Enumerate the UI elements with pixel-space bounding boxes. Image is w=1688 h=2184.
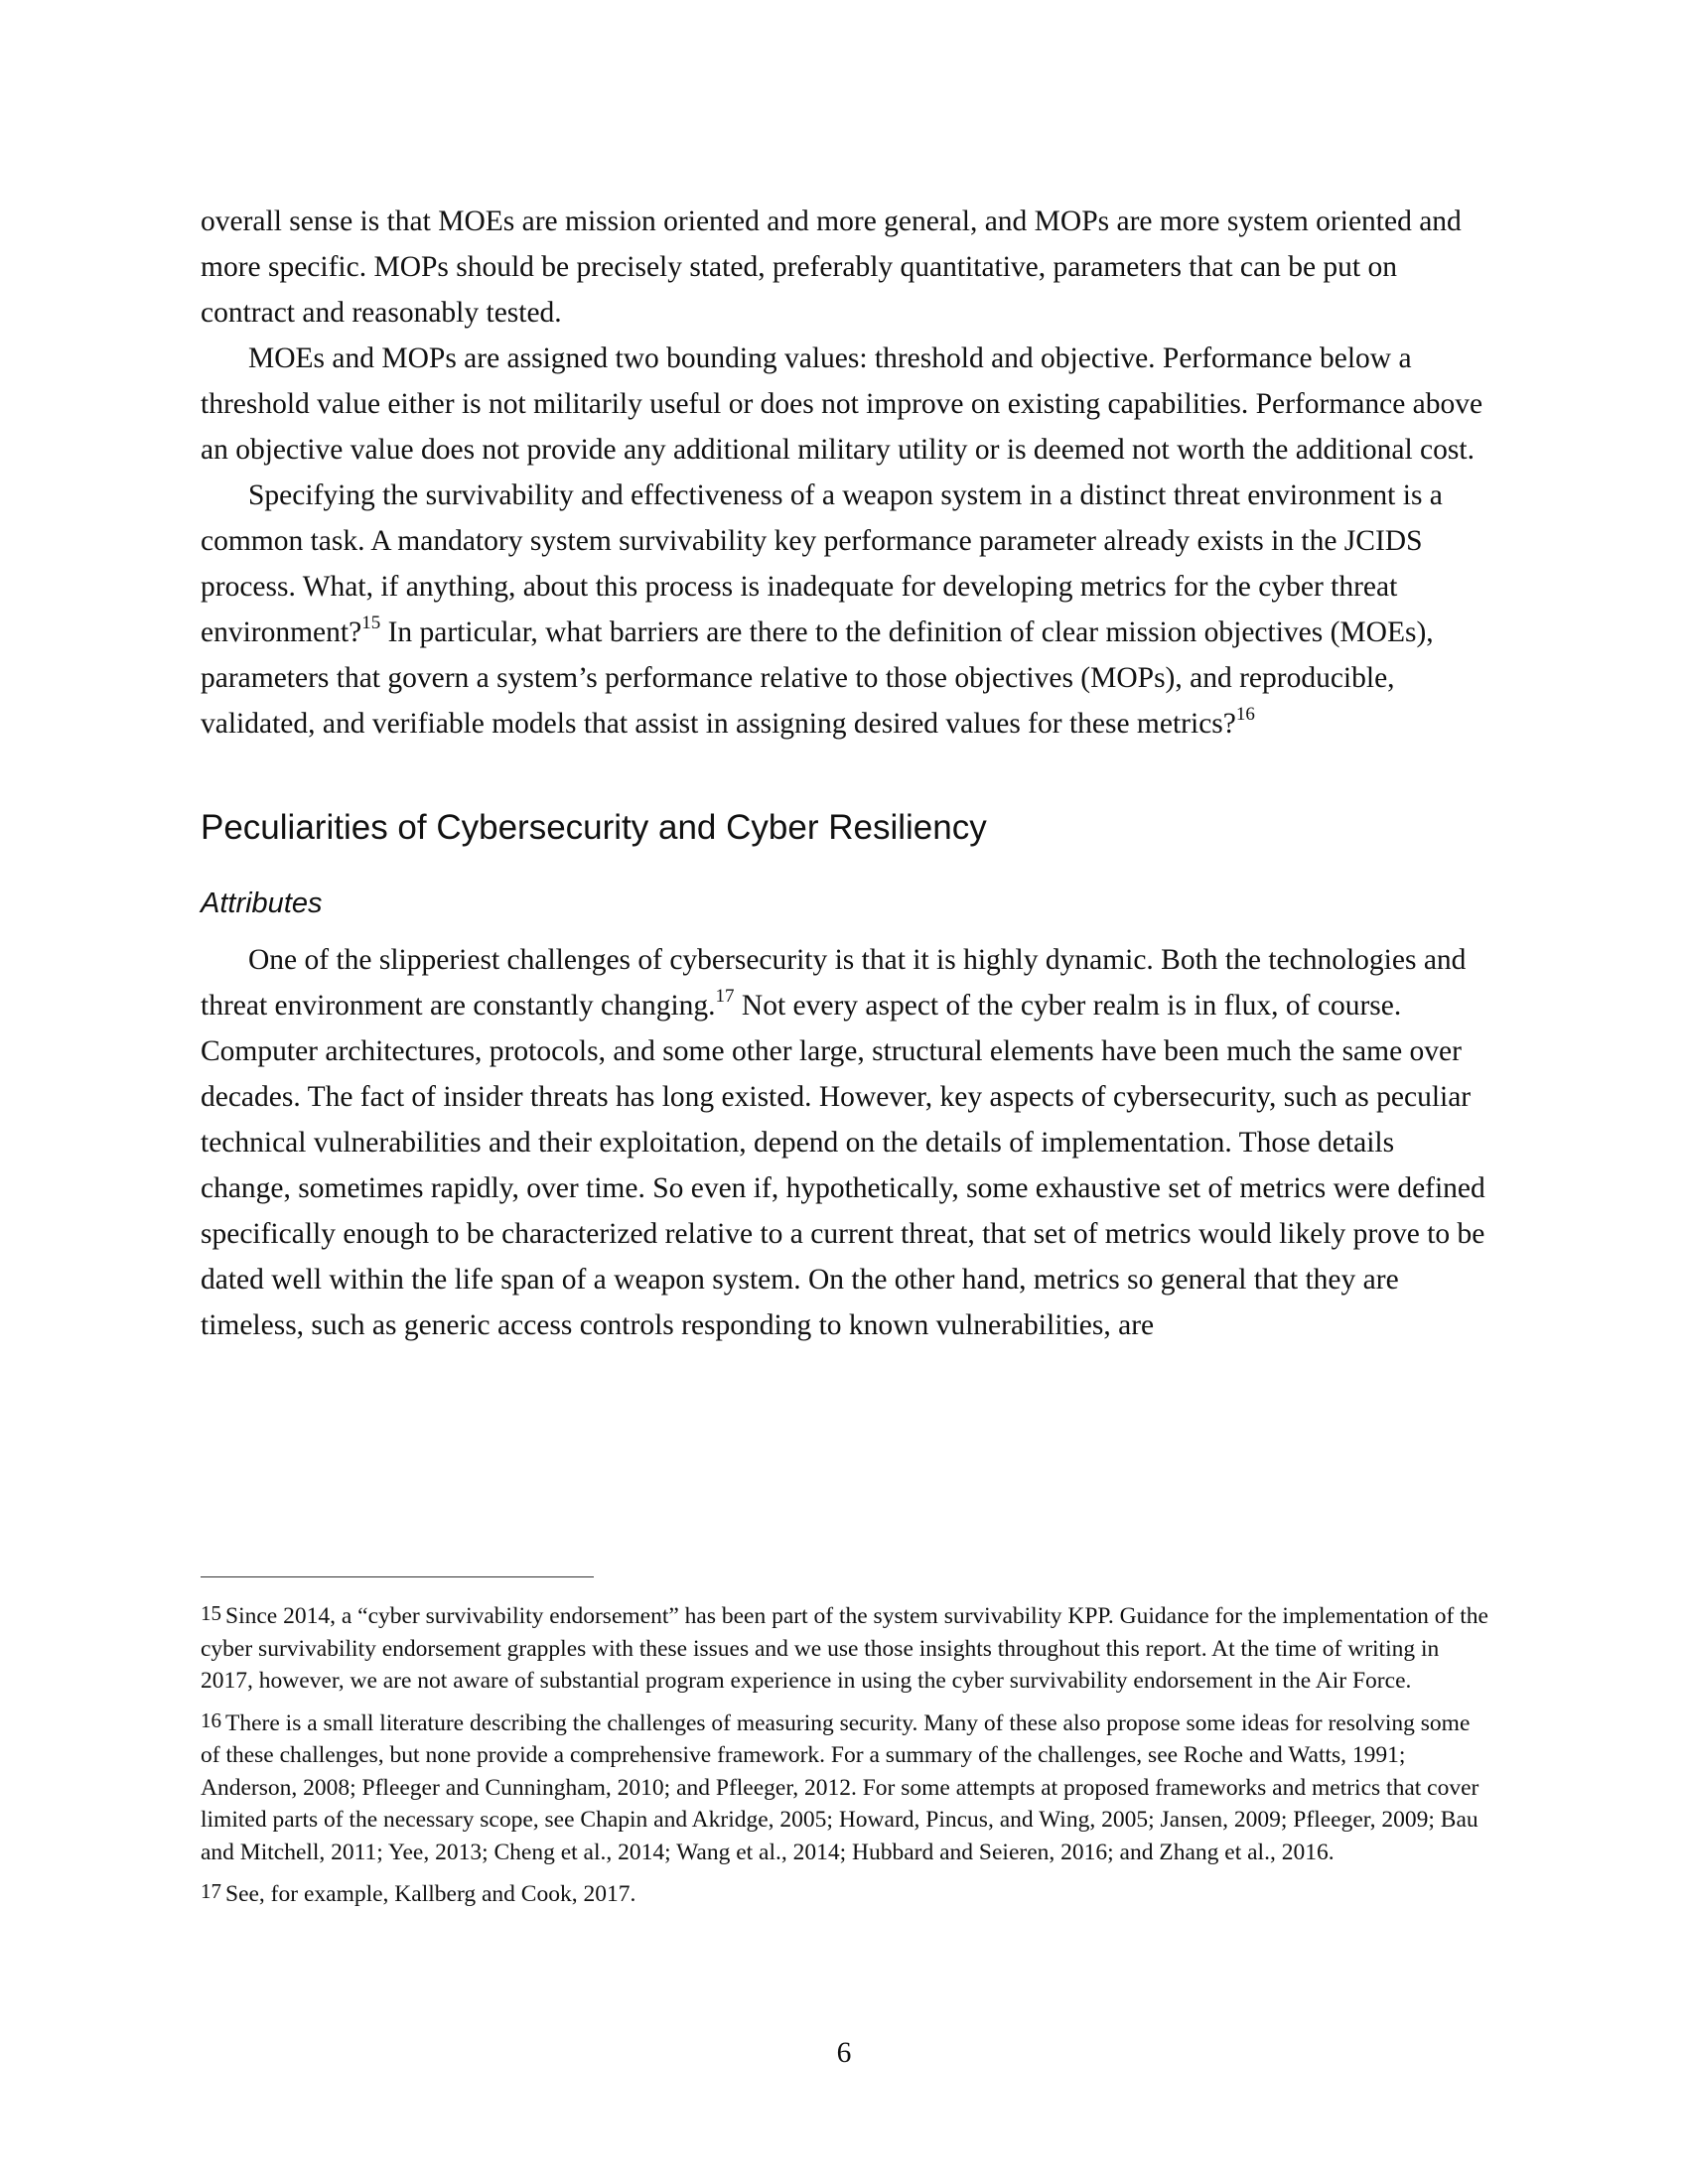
footnote-text: There is a small literature describing the challenges of measuring security. Many of these also propose some ideas for resolving some of these challenges, but none provide a comprehensive framework. For a summary of the challenges, see Roche and Watts, 1991; Anderson, 2008; Pfleeger and Cunningham, 2010; and Pfleeger, 2012. For some attempts at proposed frameworks and metrics that cover limited parts of the necessary scope, see Chapin and Akridge, 2005; Howard, Pincus, and Wing, 2005; Jansen, 2009; Pfleeger, 2009; Bau and Mitchell, 2011; Yee, 2013; Cheng et al., 2014; Wang et al., 2014; Hubbard and Seieren, 2016; and Zhang et al., 2016. — [201, 1709, 1479, 1865]
paragraph-attributes — [201, 937, 1491, 1348]
page-content — [201, 199, 1491, 1348]
footnote-16 — [201, 1707, 1491, 1869]
footnote-number: 17 — [201, 1879, 221, 1903]
subsection-heading: Attributes — [201, 887, 323, 919]
body-text — [201, 199, 1491, 747]
paragraph-survivability — [201, 473, 1491, 747]
footnote-ref-16[interactable]: 16 — [1235, 704, 1255, 726]
paragraph-attributes-part-1: One of the slipperiest challenges of cybersecurity is that it is highly dynamic. Both the technologies and threat environment are constantly changing. — [201, 944, 1467, 1022]
paragraph-attributes-part-2: Not every aspect of the cyber realm is in flux, of course. Computer architectures, protocols, and some other large, structural elements have been much the same over decades. The fact of insider threats has long existed. However, key aspects of cybersecurity, such as peculiar technical vulnerabilities and their exploitation, depend on the details of implementation. Those details change, sometimes rapidly, over time. So even if, hypothetically, some exhaustive set of metrics were defined specifically enough to be characterized relative to a current threat, that set of metrics would likely prove to be dated well within the life span of a weapon system. On the other hand, metrics so general that they are timeless, such as generic access controls responding to known vulnerabilities, are — [201, 990, 1485, 1341]
footnote-ref-15[interactable]: 15 — [361, 613, 381, 634]
footnote-number: 15 — [201, 1601, 221, 1625]
footnote-text: Since 2014, a “cyber survivability endorsement” has been part of the system survivability KPP. Guidance for the implementation of the cyber survivability endorsement grapples with these issues and we use those insights throughout this report. At the time of writing in 2017, however, we are not aware of substantial program experience in using the cyber survivability endorsement in the Air Force. — [201, 1603, 1488, 1694]
page-number: 6 — [836, 2037, 852, 2069]
paragraph-moe-mop-overview: overall sense is that MOEs are mission oriented and more general, and MOPs are more system oriented and more specific. MOPs should be precisely stated, preferably quantitative, parameters that can be put on contract and reasonably tested. — [201, 205, 1462, 329]
paragraph-survivability-part-2: In particular, what barriers are there to the definition of clear mission objectives (MOEs), parameters that govern a system’s performance relative to those objectives (MOPs), and reproducible, validated, and verifiable models that assist in assigning desired values for these metrics? — [201, 616, 1434, 740]
section-heading: Peculiarities of Cybersecurity and Cyber Resiliency — [201, 808, 987, 847]
footnote-17 — [201, 1878, 1491, 1911]
footnotes — [201, 1600, 1491, 1921]
footnote-15 — [201, 1600, 1491, 1698]
footnote-ref-17[interactable]: 17 — [715, 986, 735, 1008]
footnote-text: See, for example, Kallberg and Cook, 2017. — [225, 1881, 636, 1907]
paragraph-bounding-values: MOEs and MOPs are assigned two bounding values: threshold and objective. Performance below a threshold value either is not militarily useful or does not improve on existing capabilities. Performance above an objective value does not provide any additional military utility or is deemed not worth the additional cost. — [201, 342, 1483, 466]
attributes-body — [201, 937, 1491, 1348]
paragraph-survivability-part-1: Specifying the survivability and effectiveness of a weapon system in a distinct threat environment is a common task. A mandatory system survivability key performance parameter already exists in the JCIDS process. What, if anything, about this process is inadequate for developing metrics for the cyber threat environment? — [201, 479, 1443, 648]
footnote-number: 16 — [201, 1707, 221, 1732]
footnote-divider — [201, 1576, 594, 1577]
